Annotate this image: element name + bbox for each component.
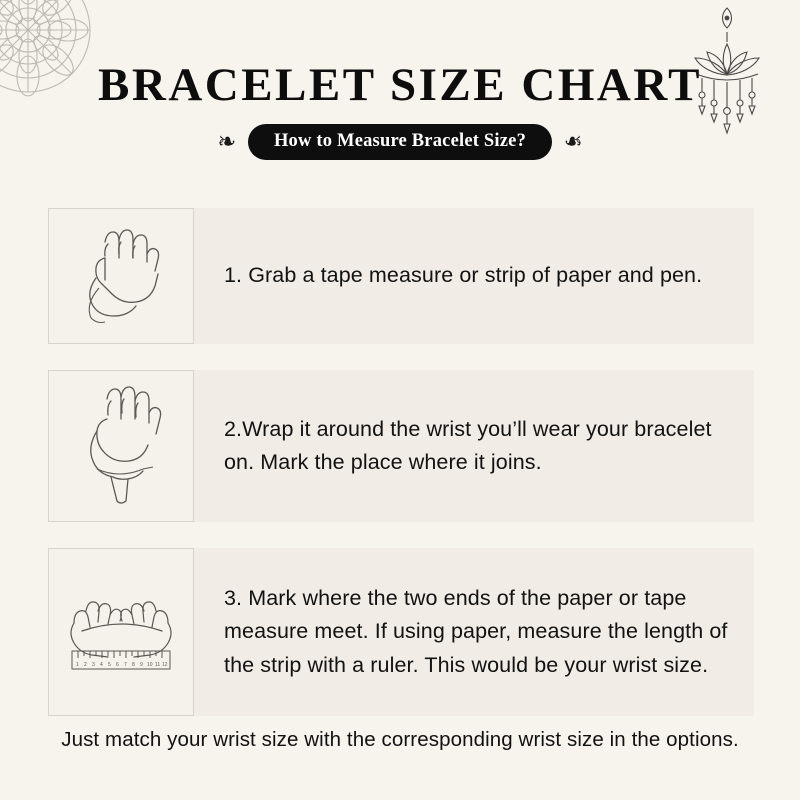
steps-list (48, 208, 754, 742)
page-title: BRACELET SIZE CHART (98, 59, 702, 111)
svg-text:1: 1 (76, 662, 79, 668)
hand-fist-with-tape-icon (61, 216, 181, 336)
step-1-illustration (48, 208, 194, 344)
step-3-text: 3. Mark where the two ends of the paper or tape measure meet. If using paper, measure the length of the strip with a ruler. This would be your wrist size. (224, 586, 728, 677)
step-3-illustration (48, 548, 194, 716)
svg-text:3: 3 (92, 662, 95, 668)
subtitle-badge: How to Measure Bracelet Size? (248, 124, 552, 160)
hand-with-tape-around-wrist-icon (61, 381, 181, 511)
flourish-right-icon: ❧ (564, 127, 583, 156)
svg-text:7: 7 (124, 662, 127, 668)
flourish-left-icon: ❧ (217, 127, 236, 156)
svg-text:2: 2 (84, 662, 87, 668)
step-2-text: 2.Wrap it around the wrist you’ll wear your bracelet on. Mark the place where it joins. (224, 416, 712, 474)
list-item (48, 548, 754, 716)
hands-holding-ruler-icon (56, 567, 186, 697)
list-item (48, 370, 754, 522)
list-item (48, 208, 754, 344)
svg-text:4: 4 (100, 662, 103, 668)
svg-text:6: 6 (116, 662, 119, 668)
step-1-text: 1. Grab a tape measure or strip of paper and pen. (224, 263, 703, 288)
footer-note: Just match your wrist size with the corresponding wrist size in the options. (61, 728, 739, 751)
svg-text:11: 11 (155, 662, 161, 668)
step-2-illustration (48, 370, 194, 522)
subtitle-row (0, 124, 800, 160)
svg-text:8: 8 (132, 662, 135, 668)
svg-text:12: 12 (162, 662, 168, 668)
svg-text:5: 5 (108, 662, 111, 668)
svg-text:9: 9 (140, 662, 143, 668)
svg-text:10: 10 (147, 662, 153, 668)
